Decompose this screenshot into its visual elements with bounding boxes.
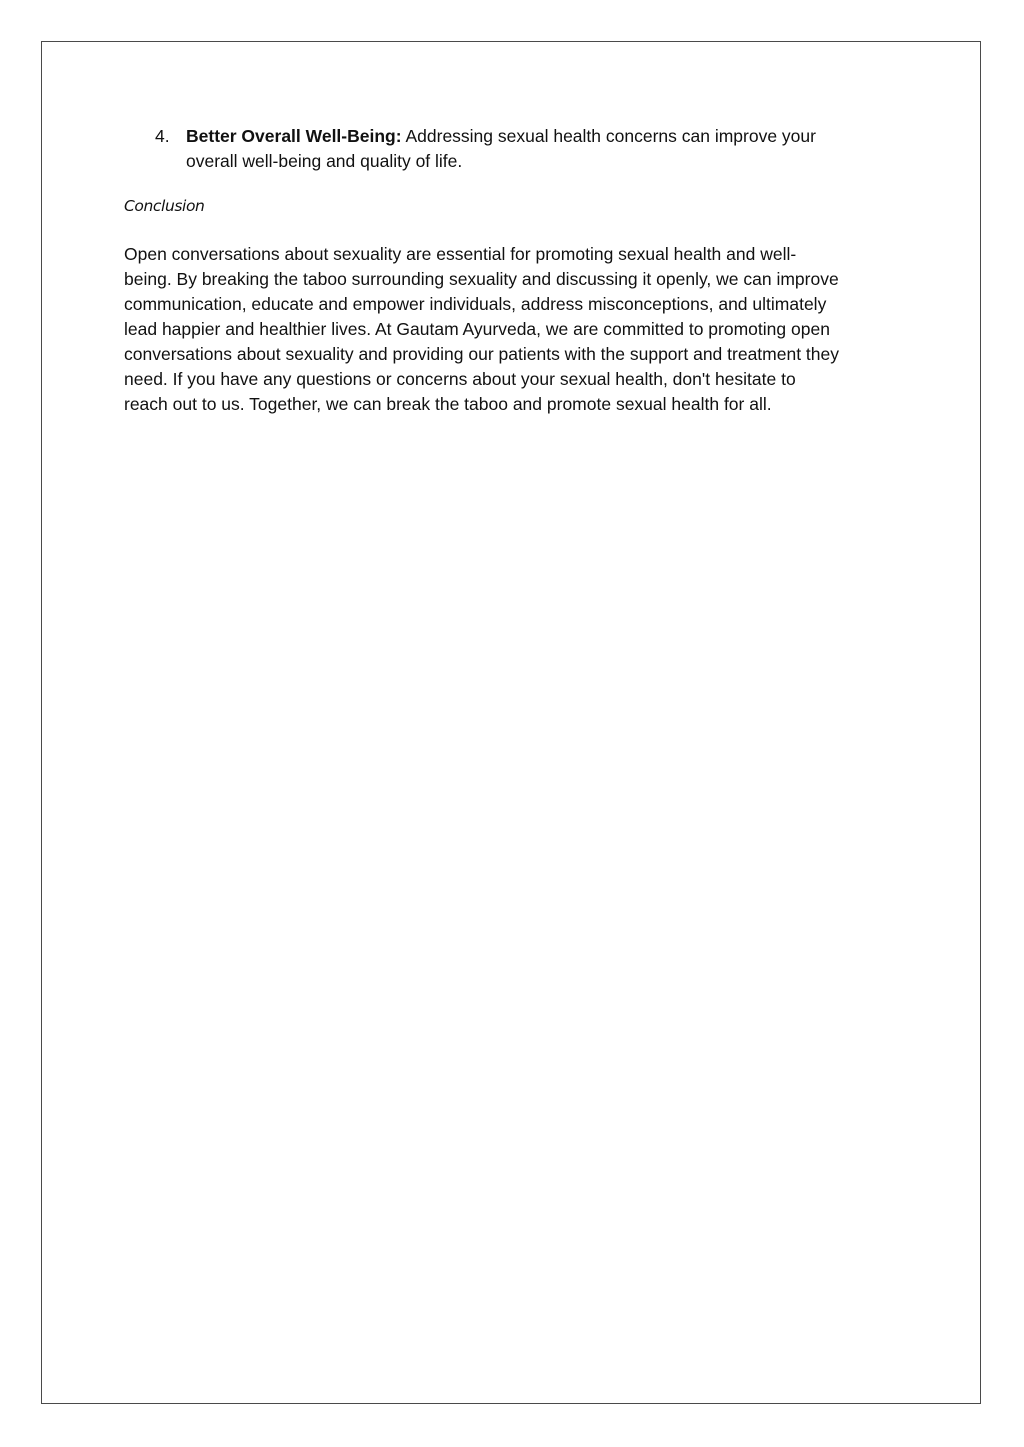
paragraph-line: Open conversations about sexuality are essential for promoting sexual health and well-: [124, 244, 797, 264]
conclusion-heading: Conclusion: [124, 197, 205, 215]
paragraph-line: reach out to us. Together, we can break the taboo and promote sexual health for all.: [124, 394, 772, 414]
list-item-text: [186, 124, 906, 174]
conclusion-paragraph: [124, 242, 914, 417]
paragraph-line: need. If you have any questions or concerns about your sexual health, don't hesitate to: [124, 369, 796, 389]
paragraph-line: conversations about sexuality and providing our patients with the support and treatment they: [124, 344, 840, 364]
paragraph-line: lead happier and healthier lives. At Gautam Ayurveda, we are committed to promoting open: [124, 319, 830, 339]
paragraph-line: communication, educate and empower individuals, address misconceptions, and ultimately: [124, 294, 827, 314]
list-item-description-line-1: Addressing sexual health concerns can improve your: [401, 126, 816, 146]
list-number: 4.: [155, 126, 170, 146]
list-item-description-line-2: overall well-being and quality of life.: [186, 151, 463, 171]
list-item-term: Better Overall Well-Being:: [186, 126, 402, 146]
paragraph-line: being. By breaking the taboo surrounding sexuality and discussing it openly, we can improve: [124, 269, 839, 289]
